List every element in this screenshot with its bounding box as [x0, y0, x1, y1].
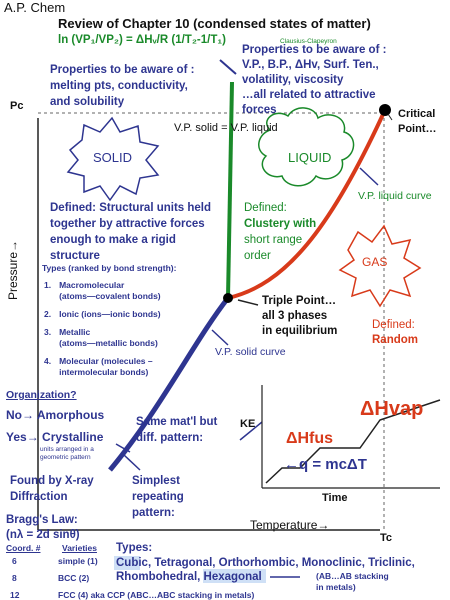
braggs-law: [6, 513, 80, 543]
coord-cell: 6: [12, 556, 17, 566]
crystal-types-heading: Types:: [116, 542, 153, 554]
vp-liquid-curve-label: V.P. liquid curve: [358, 190, 432, 202]
crystalline-label: Yes→ Crystalline: [6, 430, 104, 444]
solid-type-item: [44, 356, 161, 378]
simplest-pattern-note: [132, 473, 184, 521]
simplest-pattern-line: repeating: [132, 491, 184, 503]
vp-solid-curve-label: V.P. solid curve: [215, 346, 286, 358]
clausius-equation: ln (VP₁/VP₂) = ΔHᵥ/R (1/T₂-1/T₁): [58, 34, 226, 46]
liquid-definition-line: Clustery with: [244, 218, 317, 230]
fusion-curve: [228, 82, 232, 298]
solid-type-item: [44, 309, 161, 320]
gas-definition: [372, 318, 418, 348]
liquid-definition-line: short range: [244, 234, 303, 246]
solid-type-number: 2.: [44, 309, 52, 319]
ab-stacking-line: in metals): [316, 582, 356, 592]
solid-label: SOLID: [93, 150, 133, 165]
solid-type-line: Molecular (molecules –: [59, 356, 153, 366]
condensed-properties-line: melting pts, conductivity,: [50, 80, 188, 92]
crystalline-note-line: geometric pattern: [40, 454, 91, 461]
clausius-note: Clausius-Clapeyron: [280, 38, 337, 45]
liquid-definition-line: Defined:: [244, 202, 287, 214]
ab-stacking-line: (AB…AB stacking: [316, 571, 389, 581]
crystalline-note: [40, 446, 94, 462]
gas-label: GAS: [362, 255, 388, 269]
critical-point-line: Critical: [398, 108, 436, 120]
solid-type-item: [44, 327, 161, 349]
liquid-properties-line: …all related to attractive: [242, 89, 376, 101]
time-axis-label: Time: [322, 492, 348, 504]
pc-label: Pc: [10, 100, 24, 112]
liquid-properties-line: volatility, viscosity: [242, 74, 344, 86]
liquid-definition: [244, 200, 316, 264]
variety-cell: FCC (4) aka CCP (ABC…ABC stacking in metals): [58, 590, 255, 600]
same-material-line: diff. pattern:: [136, 432, 204, 444]
solid-type-line: Metallic: [59, 327, 91, 337]
dh-fus-label: ΔHfus: [286, 430, 334, 447]
coord-number-header: Coord. #: [6, 543, 41, 553]
braggs-law-line: Bragg's Law:: [6, 514, 78, 526]
organization-label: Organization?: [6, 389, 77, 401]
coord-cell: 12: [10, 590, 20, 600]
ab-stacking-note: [316, 571, 389, 593]
variety-cell: BCC (2): [58, 573, 90, 583]
liquid-blob: [259, 108, 354, 186]
gas-definition-line: Random: [372, 334, 418, 346]
liquid-properties-line: V.P., B.P., ΔHv, Surf. Ten.,: [242, 59, 379, 71]
condensed-properties-line: Properties to be aware of :: [50, 64, 195, 76]
crystalline-note-line: units arranged in a: [40, 446, 94, 453]
liquid-properties-line: Properties to be aware of :: [242, 44, 387, 56]
simplest-pattern-line: Simplest: [132, 475, 180, 487]
amorphous-label: No→ Amorphous: [6, 408, 105, 422]
arrow-to-fusion: [220, 60, 236, 74]
same-material-note: [136, 414, 217, 446]
solid-type-item: [44, 280, 161, 302]
triple-point-line: all 3 phases: [262, 310, 328, 322]
solid-definition: [50, 200, 211, 264]
header-label: A.P. Chem: [4, 0, 66, 15]
critical-point-label: [398, 107, 437, 137]
varieties-header: Varieties: [62, 543, 97, 553]
solid-types-list: [44, 280, 161, 378]
heat-equation: ←q = mcΔT: [284, 456, 367, 473]
critical-point-line: Point…: [398, 123, 437, 135]
arrow-vp-solid: [212, 330, 228, 345]
solid-definition-line: enough to make a rigid: [50, 234, 176, 246]
condensed-properties: [50, 62, 194, 110]
triple-point-dot: [223, 293, 233, 303]
liquid-properties: [242, 43, 386, 118]
arrow-triple: [238, 300, 258, 305]
vp-equal-label: V.P. solid = V.P. liquid: [174, 122, 278, 134]
liquid-definition-line: order: [244, 250, 271, 262]
solid-definition-line: Defined: Structural units held: [50, 202, 212, 214]
solid-type-number: 4.: [44, 356, 52, 366]
solid-type-number: 1.: [44, 280, 52, 290]
arrow-vp-liquid: [360, 168, 378, 185]
solid-definition-line: together by attractive forces: [50, 218, 205, 230]
simplest-pattern-line: pattern:: [132, 507, 175, 519]
condensed-properties-line: and solubility: [50, 96, 125, 108]
triple-point-label: [262, 294, 337, 339]
variety-cell: simple (1): [58, 556, 98, 566]
liquid-label: LIQUID: [288, 150, 332, 165]
triple-point-line: Triple Point…: [262, 295, 337, 307]
solid-type-line: Macromolecular: [59, 280, 125, 290]
coord-cell: 8: [12, 573, 17, 583]
solid-definition-line: structure: [50, 250, 100, 262]
crystal-types-line: Cubic, Tetragonal, Orthorhombic, Monoclinic, Triclinic,: [116, 556, 415, 569]
arrow-simplest: [124, 455, 140, 470]
solid-type-number: 3.: [44, 327, 52, 337]
xray-note-line: Found by X-ray: [10, 475, 94, 487]
tc-label: Tc: [380, 532, 393, 544]
solid-type-line: intermolecular bonds): [59, 367, 149, 377]
gas-definition-line: Defined:: [372, 319, 415, 331]
crystal-types-line: Rhombohedral, Hexagonal: [116, 571, 262, 583]
xray-note-line: Diffraction: [10, 491, 68, 503]
page-title: Review of Chapter 10 (condensed states of matter): [58, 16, 371, 31]
arrow-critical: [388, 114, 392, 120]
solid-type-line: Ionic (ions—ionic bonds): [59, 309, 161, 319]
temperature-axis-label: Temperature→: [250, 518, 330, 532]
pressure-axis-label: Pressure→: [6, 239, 20, 300]
ke-axis-label: KE: [240, 418, 256, 430]
xray-note: [10, 473, 94, 505]
solid-type-line: (atoms—covalent bonds): [59, 291, 161, 301]
liquid-properties-line: forces: [242, 104, 277, 116]
braggs-law-line: (nλ = 2d sinθ): [6, 529, 80, 541]
triple-point-line: in equilibrium: [262, 325, 338, 337]
same-material-line: Same mat'l but: [136, 416, 218, 428]
solid-type-line: (atoms—metallic bonds): [59, 338, 158, 348]
types-heading: Types (ranked by bond strength):: [42, 263, 177, 273]
dh-vap-label: ΔHvap: [360, 398, 424, 420]
